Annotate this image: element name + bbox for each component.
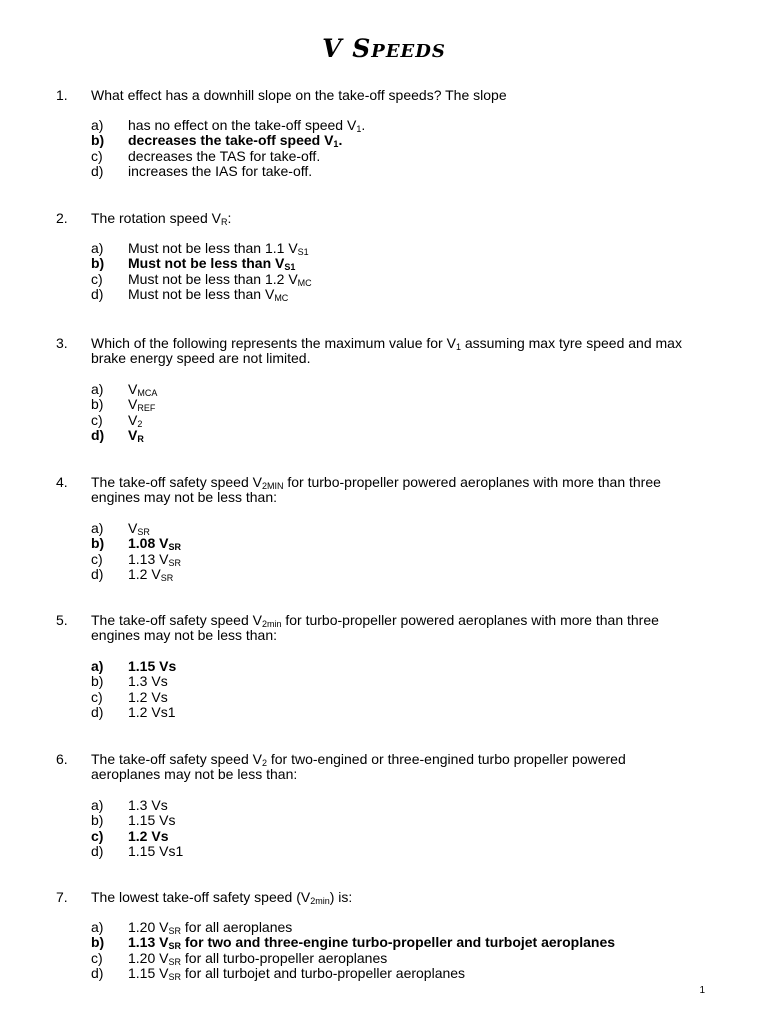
option-text bbox=[128, 287, 288, 302]
text-run: decreases the TAS for take-off. bbox=[128, 147, 321, 164]
subscript-text: SR bbox=[168, 926, 181, 936]
option-text bbox=[128, 951, 387, 966]
text-run: The rotation speed V bbox=[91, 210, 221, 226]
option-label: a) bbox=[91, 919, 104, 935]
subscript-text: 1 bbox=[356, 124, 362, 134]
answer-option-c bbox=[0, 413, 768, 428]
option-text bbox=[128, 920, 292, 935]
subscript-text: SR bbox=[168, 557, 181, 568]
answer-option-d bbox=[0, 966, 768, 981]
option-text bbox=[128, 256, 295, 271]
text-run: . bbox=[361, 117, 366, 133]
option-text bbox=[128, 674, 168, 689]
option-label: b) bbox=[91, 132, 105, 149]
option-label: a) bbox=[91, 117, 104, 133]
text-run: V bbox=[128, 381, 138, 397]
option-label: a) bbox=[91, 520, 104, 536]
option-text bbox=[128, 149, 320, 164]
text-run: V bbox=[128, 396, 138, 413]
option-label: c) bbox=[91, 147, 103, 164]
question-text bbox=[91, 336, 696, 367]
option-text bbox=[128, 241, 309, 256]
question-text bbox=[91, 475, 696, 506]
answer-option-b bbox=[0, 813, 768, 828]
text-run: Must not be less than 1.1 V bbox=[128, 240, 298, 256]
option-label: c) bbox=[91, 949, 103, 966]
text-run: . bbox=[338, 132, 343, 149]
subscript-text: 1 bbox=[333, 139, 339, 150]
subscript-text: SR bbox=[168, 941, 181, 952]
option-label: d) bbox=[91, 566, 104, 583]
text-run: 1.20 V bbox=[128, 949, 169, 966]
subscript-text: 2min bbox=[261, 619, 282, 629]
option-text bbox=[128, 118, 365, 133]
answer-option-a bbox=[0, 521, 768, 536]
text-run: Which of the following represents the maximum value for V bbox=[91, 335, 456, 351]
text-run: for turbo-propeller powered aeroplanes with more than three engines may not be less than: bbox=[91, 612, 659, 644]
option-label: d) bbox=[91, 286, 104, 303]
question-number: 2. bbox=[56, 210, 68, 226]
subscript-text: MCA bbox=[137, 388, 158, 398]
option-text bbox=[128, 397, 155, 412]
subscript-text: S1 bbox=[284, 262, 296, 273]
answer-option-b bbox=[0, 935, 768, 950]
text-run: 1.15 Vs bbox=[128, 812, 176, 829]
text-run: The take-off safety speed V bbox=[91, 751, 262, 767]
text-run: 1.2 Vs bbox=[128, 827, 169, 844]
subscript-text: 2min bbox=[310, 896, 330, 906]
option-text bbox=[128, 659, 176, 674]
option-text bbox=[128, 382, 157, 397]
answer-option-b bbox=[0, 536, 768, 551]
question-number: 6. bbox=[56, 751, 68, 767]
question-text bbox=[91, 211, 696, 226]
text-run: The lowest take-off safety speed (V bbox=[91, 889, 311, 905]
text-run: decreases the take-off speed V bbox=[128, 132, 334, 149]
text-run: Must not be less than V bbox=[128, 286, 275, 303]
option-label: c) bbox=[91, 688, 103, 705]
answer-option-c bbox=[0, 149, 768, 164]
text-run: 1.15 Vs1 bbox=[128, 843, 184, 860]
option-label: d) bbox=[91, 704, 104, 721]
answer-option-a bbox=[0, 798, 768, 813]
subscript-text: 1 bbox=[455, 342, 461, 352]
subscript-text: MC bbox=[274, 293, 289, 304]
question-number: 3. bbox=[56, 335, 68, 351]
option-label: b) bbox=[91, 934, 105, 951]
text-run: 1.3 Vs bbox=[128, 673, 168, 690]
text-run: assuming max tyre speed and max brake energy speed are not limited. bbox=[91, 335, 682, 367]
option-label: a) bbox=[91, 658, 104, 674]
text-run: The take-off safety speed V bbox=[91, 474, 262, 490]
subscript-text: 2 bbox=[261, 758, 267, 768]
subscript-text: R bbox=[220, 217, 228, 227]
option-label: d) bbox=[91, 427, 105, 444]
answer-option-d bbox=[0, 567, 768, 582]
answer-option-a bbox=[0, 382, 768, 397]
text-run: 1.2 Vs1 bbox=[128, 704, 176, 721]
answer-option-b bbox=[0, 674, 768, 689]
option-label: c) bbox=[91, 827, 104, 844]
text-run: What effect has a downhill slope on the take-off speeds? The slope bbox=[91, 87, 507, 103]
option-text bbox=[128, 164, 312, 179]
text-run: : bbox=[227, 210, 232, 226]
option-label: a) bbox=[91, 381, 104, 397]
option-text bbox=[128, 844, 183, 859]
option-text bbox=[128, 428, 144, 443]
option-text bbox=[128, 813, 175, 828]
text-run: V bbox=[128, 411, 138, 428]
answer-option-c bbox=[0, 552, 768, 567]
subscript-text: REF bbox=[137, 403, 156, 414]
answer-option-d bbox=[0, 705, 768, 720]
question-number: 4. bbox=[56, 474, 68, 490]
answer-option-a bbox=[0, 118, 768, 133]
question-text bbox=[91, 752, 696, 783]
option-label: c) bbox=[91, 411, 103, 428]
page-title: V Speeds bbox=[322, 34, 446, 63]
option-label: c) bbox=[91, 270, 103, 287]
answer-option-b bbox=[0, 256, 768, 271]
option-text bbox=[128, 798, 168, 813]
option-text bbox=[128, 966, 465, 981]
answer-option-b bbox=[0, 397, 768, 412]
option-label: b) bbox=[91, 535, 105, 552]
option-label: b) bbox=[91, 396, 104, 413]
text-run: for all turbo-propeller aeroplanes bbox=[181, 949, 388, 966]
question-text bbox=[91, 88, 696, 103]
text-run: for turbo-propeller powered aeroplanes with more than three engines may not be less than: bbox=[91, 474, 661, 506]
question-number: 1. bbox=[56, 87, 68, 103]
answer-option-a bbox=[0, 659, 768, 674]
text-run: V bbox=[128, 427, 138, 444]
answer-option-d bbox=[0, 164, 768, 179]
subscript-text: S1 bbox=[297, 247, 309, 257]
text-run: ) is: bbox=[329, 889, 353, 905]
text-run: 1.15 V bbox=[128, 965, 169, 982]
option-label: b) bbox=[91, 255, 105, 272]
text-run: 1.20 V bbox=[128, 919, 169, 935]
text-run: for all turbojet and turbo-propeller aeroplanes bbox=[181, 965, 466, 982]
option-text bbox=[128, 705, 175, 720]
text-run: 1.2 Vs bbox=[128, 688, 168, 705]
answer-option-b bbox=[0, 133, 768, 148]
answer-option-c bbox=[0, 690, 768, 705]
text-run: Must not be less than V bbox=[128, 255, 285, 272]
option-text bbox=[128, 536, 181, 551]
text-run: 1.08 V bbox=[128, 535, 169, 552]
text-run: 1.2 V bbox=[128, 566, 161, 583]
subscript-text: 2 bbox=[137, 418, 143, 429]
text-run: for two and three-engine turbo-propeller and turbojet aeroplanes bbox=[181, 934, 616, 951]
text-run: has no effect on the take-off speed V bbox=[128, 117, 357, 133]
text-run: The take-off safety speed V bbox=[91, 612, 262, 628]
answer-option-c bbox=[0, 829, 768, 844]
option-label: b) bbox=[91, 812, 104, 829]
subscript-text: SR bbox=[160, 573, 174, 584]
option-text bbox=[128, 413, 142, 428]
text-run: 1.13 V bbox=[128, 934, 169, 951]
option-text bbox=[128, 552, 181, 567]
answer-option-a bbox=[0, 241, 768, 256]
text-run: increases the IAS for take-off. bbox=[128, 163, 313, 180]
subscript-text: SR bbox=[137, 527, 150, 537]
option-text bbox=[128, 935, 615, 950]
subscript-text: MC bbox=[297, 277, 312, 288]
option-label: d) bbox=[91, 843, 104, 860]
option-label: d) bbox=[91, 965, 104, 982]
answer-option-c bbox=[0, 272, 768, 287]
option-text bbox=[128, 272, 312, 287]
subscript-text: SR bbox=[168, 972, 181, 983]
question-text bbox=[91, 890, 696, 905]
subscript-text: 2MIN bbox=[261, 481, 284, 491]
text-run: 1.3 Vs bbox=[128, 797, 168, 813]
subscript-text: R bbox=[137, 434, 144, 445]
answer-option-d bbox=[0, 287, 768, 302]
text-run: for all aeroplanes bbox=[181, 919, 293, 935]
option-label: a) bbox=[91, 240, 104, 256]
question-number: 7. bbox=[56, 889, 68, 905]
text-run: for two-engined or three-engined turbo propeller powered aeroplanes may not be less than: bbox=[91, 751, 626, 783]
answer-option-d bbox=[0, 428, 768, 443]
text-run: 1.13 V bbox=[128, 550, 169, 567]
option-text bbox=[128, 133, 342, 148]
question-number: 5. bbox=[56, 612, 68, 628]
page-number: 1 bbox=[699, 985, 705, 996]
option-label: a) bbox=[91, 797, 104, 813]
answer-option-d bbox=[0, 844, 768, 859]
option-label: d) bbox=[91, 163, 104, 180]
option-text bbox=[128, 829, 168, 844]
answer-option-c bbox=[0, 951, 768, 966]
option-label: c) bbox=[91, 550, 103, 567]
option-label: b) bbox=[91, 673, 104, 690]
text-run: 1.15 Vs bbox=[128, 658, 177, 674]
text-run: Must not be less than 1.2 V bbox=[128, 270, 298, 287]
option-text bbox=[128, 567, 173, 582]
option-text bbox=[128, 690, 168, 705]
question-text bbox=[91, 613, 696, 644]
option-text bbox=[128, 521, 150, 536]
answer-option-a bbox=[0, 920, 768, 935]
text-run: V bbox=[128, 520, 138, 536]
subscript-text: SR bbox=[168, 956, 181, 967]
subscript-text: SR bbox=[168, 542, 181, 553]
